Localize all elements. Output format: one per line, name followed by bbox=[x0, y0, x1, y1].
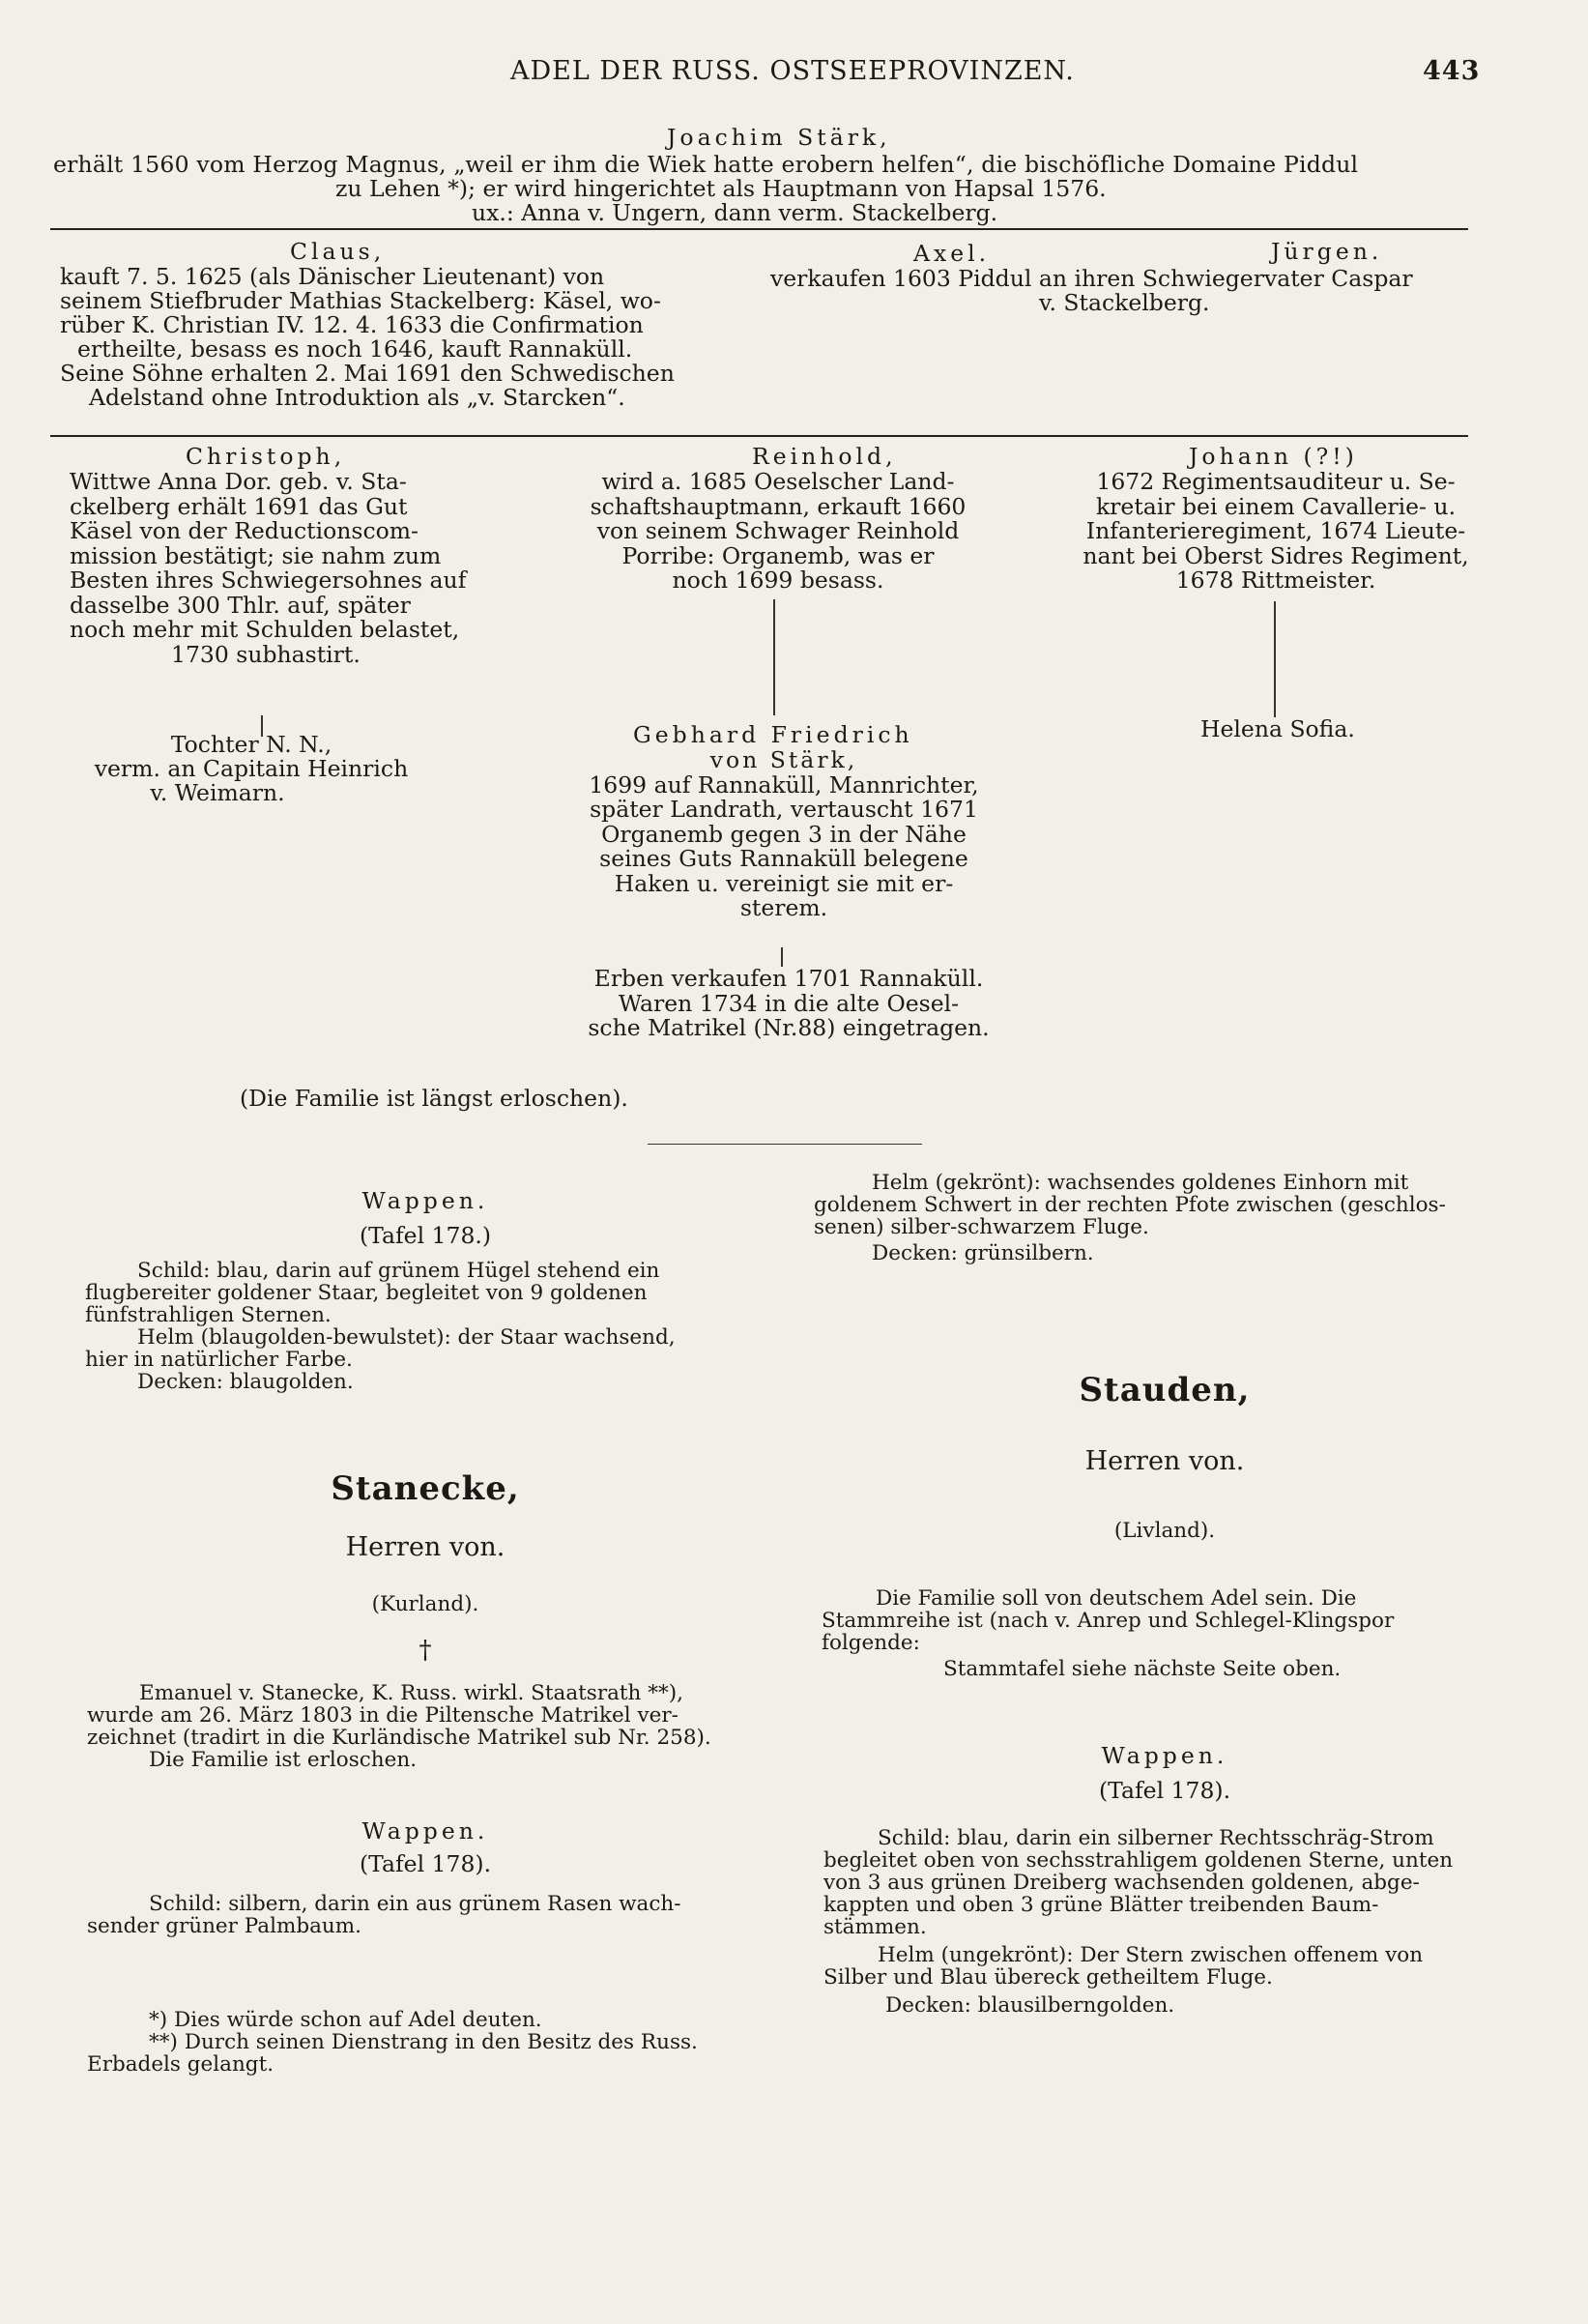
reinhold-line: schaftshauptmann, erkauft 1660 bbox=[590, 492, 967, 520]
schild-line: flugbereiter goldener Staar, begleitet von 9 goldenen bbox=[85, 1281, 648, 1305]
decken-right: Decken: grünsilbern. bbox=[872, 1241, 1094, 1265]
axel-line-1: verkaufen 1603 Piddul an ihren Schwiegervater Caspar bbox=[770, 265, 1413, 292]
schild2-line: sender grüner Palmbaum. bbox=[87, 1914, 362, 1938]
claus-line: rüber K. Christian IV. 12. 4. 1633 die Confirmation bbox=[60, 311, 644, 338]
eman-line: wurde am 26. März 1803 in die Piltensche Matrikel ver- bbox=[87, 1703, 679, 1728]
schild-line: fünfstrahligen Sternen. bbox=[85, 1303, 332, 1327]
footnote-2: **) Durch seinen Dienstrang in den Besitz des Russ. bbox=[149, 2030, 698, 2054]
stammtafel-note: Stammtafel siehe nächste Seite oben. bbox=[943, 1657, 1342, 1681]
christoph-line: Besten ihres Schwiegersohnes auf bbox=[70, 566, 467, 594]
page-number: 443 bbox=[1423, 56, 1481, 86]
christoph-line: 1730 subhastirt. bbox=[171, 640, 361, 668]
reinhold-text bbox=[570, 470, 986, 594]
christoph-line: mission bestätigt; sie nahm zum bbox=[70, 541, 442, 569]
christoph-line: Wittwe Anna Dor. geb. v. Sta- bbox=[70, 468, 407, 495]
schild-r-line: begleitet oben von sechsstrahligem goldenen Sterne, unten bbox=[823, 1848, 1454, 1873]
joachim-line-2: zu Lehen *); er wird hingerichtet als Hauptmann von Hapsal 1576. bbox=[335, 175, 1107, 202]
christoph-text bbox=[70, 470, 476, 667]
wappen-heading-staerk: Wappen. bbox=[361, 1187, 489, 1214]
connector-gebhard bbox=[781, 947, 783, 967]
johann-line: Infanterieregiment, 1674 Lieute- bbox=[1085, 517, 1466, 544]
reinhold-line: noch 1699 besass. bbox=[672, 566, 884, 594]
johann-line: 1678 Rittmeister. bbox=[1175, 566, 1376, 594]
schild-stanecke bbox=[87, 1893, 783, 1937]
gebhard-line: seines Guts Rannaküll belegene bbox=[599, 845, 968, 872]
juergen-name: Jürgen. bbox=[1271, 238, 1383, 265]
connector-johann bbox=[1274, 601, 1276, 717]
tafel-stanecke: (Tafel 178). bbox=[359, 1850, 492, 1877]
gebhard-line: Organemb gegen 3 in der Nähe bbox=[601, 820, 967, 848]
section-divider bbox=[648, 1144, 922, 1145]
schild-r-line: Schild: blau, darin ein silberner Rechtsschräg-Strom bbox=[878, 1826, 1434, 1850]
heirs-line: sche Matrikel (Nr.88) eingetragen. bbox=[588, 1014, 990, 1041]
christoph-line: Käsel von der Reductionscom- bbox=[70, 517, 419, 544]
schild-r-line: von 3 aus grünen Dreiberg wachsenden goldenen, abge- bbox=[823, 1871, 1420, 1895]
gebhard-line: sterem. bbox=[739, 894, 828, 921]
stauden-heading: Stauden, bbox=[1079, 1371, 1251, 1409]
gebhard-text bbox=[576, 748, 992, 921]
joachim-line-1: erhält 1560 vom Herzog Magnus, „weil er ihm die Wiek hatte erobern helfen“, die bischöfliche Domaine Piddul bbox=[53, 151, 1359, 178]
johann-text bbox=[1073, 470, 1479, 594]
johann-line: 1672 Regimentsauditeur u. Se- bbox=[1096, 468, 1456, 495]
claus-line: seinem Stiefbruder Mathias Stackelberg: Käsel, wo- bbox=[60, 287, 661, 314]
schild-line: Schild: blau, darin auf grünem Hügel stehend ein bbox=[137, 1259, 660, 1283]
wappen-heading-stauden: Wappen. bbox=[1101, 1742, 1228, 1769]
claus-line: Seine Söhne erhalten 2. Mai 1691 den Schwedischen bbox=[60, 360, 675, 387]
gebhard-line: von Stärk, bbox=[709, 746, 858, 773]
tafel-stauden: (Tafel 178). bbox=[1098, 1777, 1231, 1804]
reinhold-name: Reinhold, bbox=[752, 443, 897, 470]
schild-r-line: stämmen. bbox=[823, 1915, 927, 1939]
christoph-line: dasselbe 300 Thlr. auf, später bbox=[70, 591, 411, 619]
helm-r-line: Helm (ungekrönt): Der Stern zwischen offenem von bbox=[878, 1943, 1424, 1967]
helm-right-line: senen) silber-schwarzem Fluge. bbox=[814, 1215, 1149, 1239]
page-header-title: ADEL DER RUSS. OSTSEEPROVINZEN. bbox=[510, 56, 1075, 86]
stauden-text bbox=[822, 1587, 1514, 1680]
stauden-herren: Herren von. bbox=[1084, 1446, 1245, 1476]
reinhold-line: wird a. 1685 Oeselscher Land- bbox=[601, 468, 955, 495]
fam-line: Stammreihe ist (nach v. Anrep und Schlegel-Klingspor bbox=[822, 1609, 1395, 1633]
decken-staerk: Decken: blaugolden. bbox=[137, 1370, 354, 1394]
decken-stauden: Decken: blausilberngolden. bbox=[885, 1993, 1175, 2018]
schild-r-line: kappten und oben 3 grüne Blätter treibenden Baum- bbox=[823, 1893, 1379, 1917]
claus-line: ertheilte, besass es noch 1646, kauft Rannaküll. bbox=[77, 335, 633, 363]
gebhard-line: später Landrath, vertauscht 1671 bbox=[590, 796, 978, 823]
axel-name: Axel. bbox=[913, 240, 991, 267]
wappen-heading-stanecke: Wappen. bbox=[361, 1817, 489, 1845]
daughter-line: Tochter N. N., bbox=[170, 731, 332, 758]
heirs-line: Erben verkaufen 1701 Rannaküll. bbox=[593, 965, 984, 992]
axel-line-2: v. Stackelberg. bbox=[1039, 289, 1210, 316]
cross-icon: † bbox=[419, 1636, 432, 1665]
heirs-line: Waren 1734 in die alte Oesel- bbox=[618, 989, 960, 1017]
stanecke-herren: Herren von. bbox=[345, 1532, 505, 1562]
johann-line: kretair bei einem Cavallerie- u. bbox=[1095, 492, 1457, 520]
christoph-line: noch mehr mit Schulden belastet, bbox=[70, 616, 460, 643]
gebhard-line: Haken u. vereinigt sie mit er- bbox=[614, 869, 954, 897]
schild2-line: Schild: silbern, darin ein aus grünem Rasen wach- bbox=[149, 1892, 681, 1916]
footnotes bbox=[87, 2009, 783, 2076]
eman-line: zeichnet (tradirt in die Kurländische Matrikel sub Nr. 258). bbox=[87, 1726, 711, 1750]
joachim-name: Joachim Stärk, bbox=[667, 124, 891, 151]
stauden-region: (Livland). bbox=[1113, 1519, 1216, 1543]
johann-name: Johann (?!) bbox=[1189, 443, 1358, 470]
divider-claus bbox=[50, 435, 1468, 437]
helm-r-line: Silber und Blau übereck getheiltem Fluge. bbox=[823, 1965, 1273, 1990]
schild-stauden bbox=[823, 1827, 1516, 2017]
christoph-daughter bbox=[77, 733, 425, 805]
christoph-name: Christoph, bbox=[186, 443, 346, 470]
eman-line: Die Familie ist erloschen. bbox=[149, 1748, 418, 1772]
helm-line: Helm (blaugolden-bewulstet): der Staar wachsend, bbox=[137, 1325, 676, 1350]
claus-text bbox=[60, 265, 717, 410]
schild-staerk bbox=[85, 1260, 771, 1393]
gebhard-name: Gebhard Friedrich bbox=[633, 721, 913, 748]
joachim-line-3: ux.: Anna v. Ungern, dann verm. Stackelberg. bbox=[472, 199, 998, 226]
footnote-2-cont: Erbadels gelangt. bbox=[87, 2052, 274, 2077]
helm-right-line: goldenem Schwert in der rechten Pfote zwischen (geschlos- bbox=[814, 1193, 1446, 1217]
divider-joachim bbox=[50, 228, 1468, 230]
gebhard-line: 1699 auf Rannaküll, Mannrichter, bbox=[589, 770, 979, 799]
reinhold-line: von seinem Schwager Reinhold bbox=[596, 517, 960, 544]
gebhard-heirs bbox=[576, 967, 1001, 1041]
helm-right-line: Helm (gekrönt): wachsendes goldenes Einhorn mit bbox=[872, 1171, 1409, 1195]
eman-line: Emanuel v. Stanecke, K. Russ. wirkl. Staatsrath **), bbox=[139, 1681, 683, 1705]
family-extinct-note: (Die Familie ist längst erloschen). bbox=[240, 1085, 628, 1112]
reinhold-line: Porribe: Organemb, was er bbox=[621, 541, 935, 569]
fam-line: folgende: bbox=[822, 1631, 920, 1655]
claus-line: Adelstand ohne Introduktion als „v. Starcken“. bbox=[89, 384, 625, 411]
stanecke-text bbox=[87, 1682, 783, 1771]
helm-line: hier in natürlicher Farbe. bbox=[85, 1348, 353, 1372]
stanecke-region: (Kurland). bbox=[371, 1592, 479, 1616]
footnote-1: *) Dies würde schon auf Adel deuten. bbox=[149, 2008, 542, 2032]
johann-child: Helena Sofia. bbox=[1200, 715, 1355, 742]
helm-stark-right bbox=[814, 1172, 1510, 1264]
connector-reinhold bbox=[773, 599, 775, 715]
christoph-line: ckelberg erhält 1691 das Gut bbox=[70, 492, 408, 520]
claus-line: kauft 7. 5. 1625 (als Dänischer Lieutenant) von bbox=[60, 263, 605, 290]
tafel-staerk: (Tafel 178.) bbox=[359, 1222, 492, 1249]
daughter-line: v. Weimarn. bbox=[150, 779, 285, 806]
daughter-line: verm. an Capitain Heinrich bbox=[94, 755, 409, 782]
stanecke-heading: Stanecke, bbox=[331, 1469, 520, 1508]
claus-name: Claus, bbox=[290, 238, 386, 265]
johann-line: nant bei Oberst Sidres Regiment, bbox=[1083, 541, 1469, 569]
fam-line: Die Familie soll von deutschem Adel sein. Die bbox=[876, 1586, 1357, 1611]
